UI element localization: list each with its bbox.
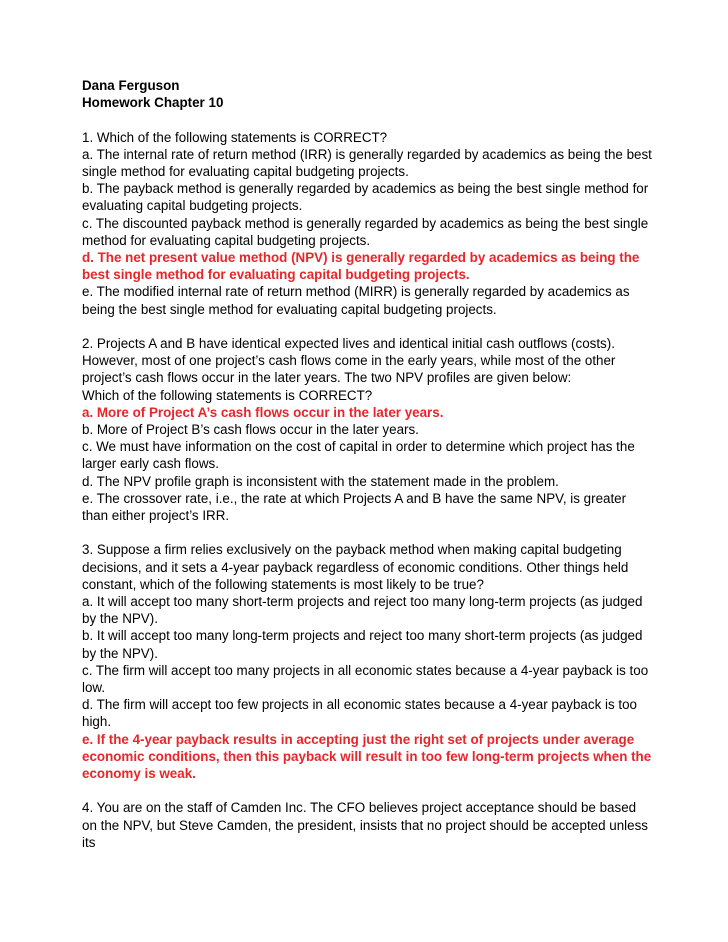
question-3 [82,541,652,782]
question-4 [82,799,652,851]
document-title: Homework Chapter 10 [82,95,224,111]
correct-answer-option: d. The net present value method (NPV) is generally regarded by academics as being the best single method for evaluating capital budgeting projects. [82,250,640,283]
answer-option: b. More of Project B’s cash flows occur in the later years. [82,422,419,438]
document-page [82,77,652,851]
question-1 [82,129,652,318]
question-2 [82,335,652,524]
answer-option: c. The firm will accept too many projects in all economic states because a 4-year payback is too low. [82,662,649,696]
answer-option: b. It will accept too many long-term projects and reject too many short-term projects (as judged by the NPV). [82,628,643,661]
answer-option: a. The internal rate of return method (IRR) is generally regarded by academics as being the best single method for evaluating capital budgeting projects. [82,146,652,179]
answer-option: b. The payback method is generally regarded by academics as being the best single method for evaluating capital budgeting projects. [82,181,649,214]
question-text: 2. Projects A and B have identical expected lives and identical initial cash outflows (costs). However, most of one project’s cash flows come in the early years, while most of the other project’s cash flows occur in the later years. The two NPV profiles are given below: [82,336,616,386]
question-text: 3. Suppose a firm relies exclusively on the payback method when making capital budgeting decisions, and it sets a 4-year payback regardless of economic conditions. Other things held constant, which of the following statements is most likely to be true? [82,542,629,592]
answer-option: d. The firm will accept too few projects in all economic states because a 4-year payback is too high. [82,697,637,730]
answer-option: c. We must have information on the cost of capital in order to determine which project has the larger early cash flows. [82,439,635,472]
author-name: Dana Ferguson [82,78,180,93]
question-text: 1. Which of the following statements is CORRECT? [82,129,388,145]
answer-option: c. The discounted payback method is generally regarded by academics as being the best single method for evaluating capital budgeting projects. [82,215,649,248]
answer-option: e. The modified internal rate of return method (MIRR) is generally regarded by academics as being the best single method for evaluating capital budgeting projects. [82,284,630,317]
correct-answer-option: e. If the 4-year payback results in accepting just the right set of projects under average economic conditions, then this payback will result in too few long-term projects when the economy is weak. [82,731,652,782]
answer-option: e. The crossover rate, i.e., the rate at which Projects A and B have the same NPV, is greater than either project’s IRR. [82,490,627,524]
question-prompt: Which of the following statements is CORRECT? [82,387,373,403]
answer-option: a. It will accept too many short-term projects and reject too many long-term projects (as judged by the NPV). [82,594,643,627]
correct-answer-option: a. More of Project A’s cash flows occur in the later years. [82,404,444,420]
question-text: 4. You are on the staff of Camden Inc. The CFO believes project acceptance should be based on the NPV, but Steve Camden, the president, insists that no project should be accepted unless its [82,800,648,850]
answer-option: d. The NPV profile graph is inconsistent with the statement made in the problem. [82,473,559,489]
